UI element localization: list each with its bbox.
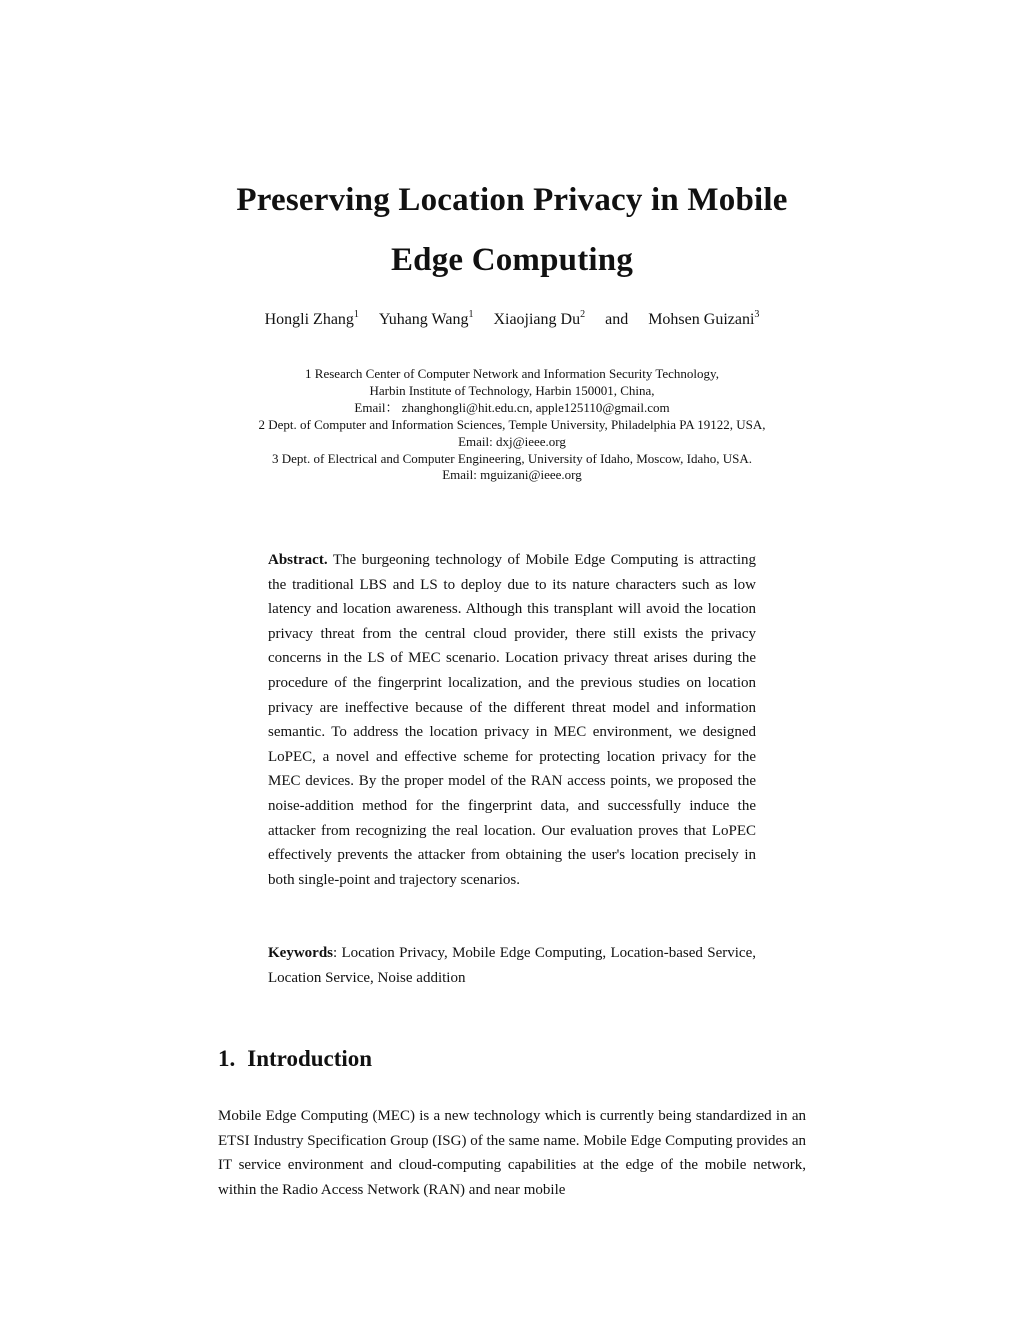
- section-title: Introduction: [247, 1046, 373, 1071]
- author-name: Yuhang Wang$^1$: [378, 309, 474, 328]
- author-conjunction: and: [605, 311, 629, 328]
- author-name: Xiaojiang Du$^2$: [493, 309, 586, 328]
- keywords-label: Keywords: [268, 945, 333, 961]
- affiliation-line: 3 Dept. of Electrical and Computer Engineering, University of Idaho, Moscow, Idaho, USA.: [271, 450, 753, 466]
- affiliation-line: 1 Research Center of Computer Network and Information Security Technology,: [305, 366, 719, 381]
- abstract-label: Abstract.: [268, 552, 328, 568]
- affiliation-line: Harbin Institute of Technology, Harbin 150001, China,: [369, 382, 655, 398]
- author-list: [0, 308, 1024, 332]
- title-line-2: Edge Computing: [390, 242, 634, 278]
- section-number: 1.: [218, 1046, 236, 1071]
- keywords: [268, 941, 756, 990]
- introduction-paragraph: Mobile Edge Computing (MEC) is a new technology which is currently being standardized in an ETSI Industry Specification Group (ISG) of the same name. Mobile Edge Computing provides an IT service environment and cloud-computing capabilities at the edge of the mobile network, within the Radio Access Network (RAN) and near mobile: [218, 1108, 806, 1198]
- affiliation-email: Email： zhanghongli@hit.edu.cn, apple125110@gmail.com: [354, 399, 670, 415]
- author-name: Hongli Zhang$^1$: [264, 309, 359, 328]
- affiliation-email: Email: mguizani@ieee.org: [442, 467, 582, 483]
- paper-title: [0, 170, 1024, 290]
- abstract-text: The burgeoning technology of Mobile Edge Computing is attracting the traditional LBS and LS to deploy due to its nature characters such as low latency and location awareness. Although this transplant will avoid the location privacy threat from the central cloud provider, there still exists the privacy concerns in the LS of MEC scenario. Location privacy threat arises during the procedure of the fingerprint localization, and the previous studies on location privacy are ineffective because of the different threat model and information semantic. To address the location privacy in MEC environment, we designed LoPEC, a novel and effective scheme for protecting location privacy for the MEC devices. By the proper model of the RAN access points, we proposed the noise-addition method for the fingerprint data, and successfully induce the attacker from recognizing the real location. Our evaluation proves that LoPEC effectively prevents the attacker from obtaining the user's location precisely in both single-point and trajectory scenarios.: [268, 552, 756, 888]
- affiliation-email: Email: dxj@ieee.org: [458, 433, 566, 449]
- affiliations: [0, 366, 1024, 484]
- keywords-text: : Location Privacy, Mobile Edge Computing, Location-based Service, Location Service, Noise addition: [268, 945, 756, 986]
- section-heading-introduction: [218, 1043, 372, 1075]
- author-name: Mohsen Guizani$^3$: [648, 309, 760, 328]
- affiliation-line: 2 Dept. of Computer and Information Sciences, Temple University, Philadelphia PA 19122, USA,: [258, 416, 766, 432]
- title-line-1: Preserving Location Privacy in Mobile: [236, 182, 788, 218]
- abstract: [268, 548, 756, 892]
